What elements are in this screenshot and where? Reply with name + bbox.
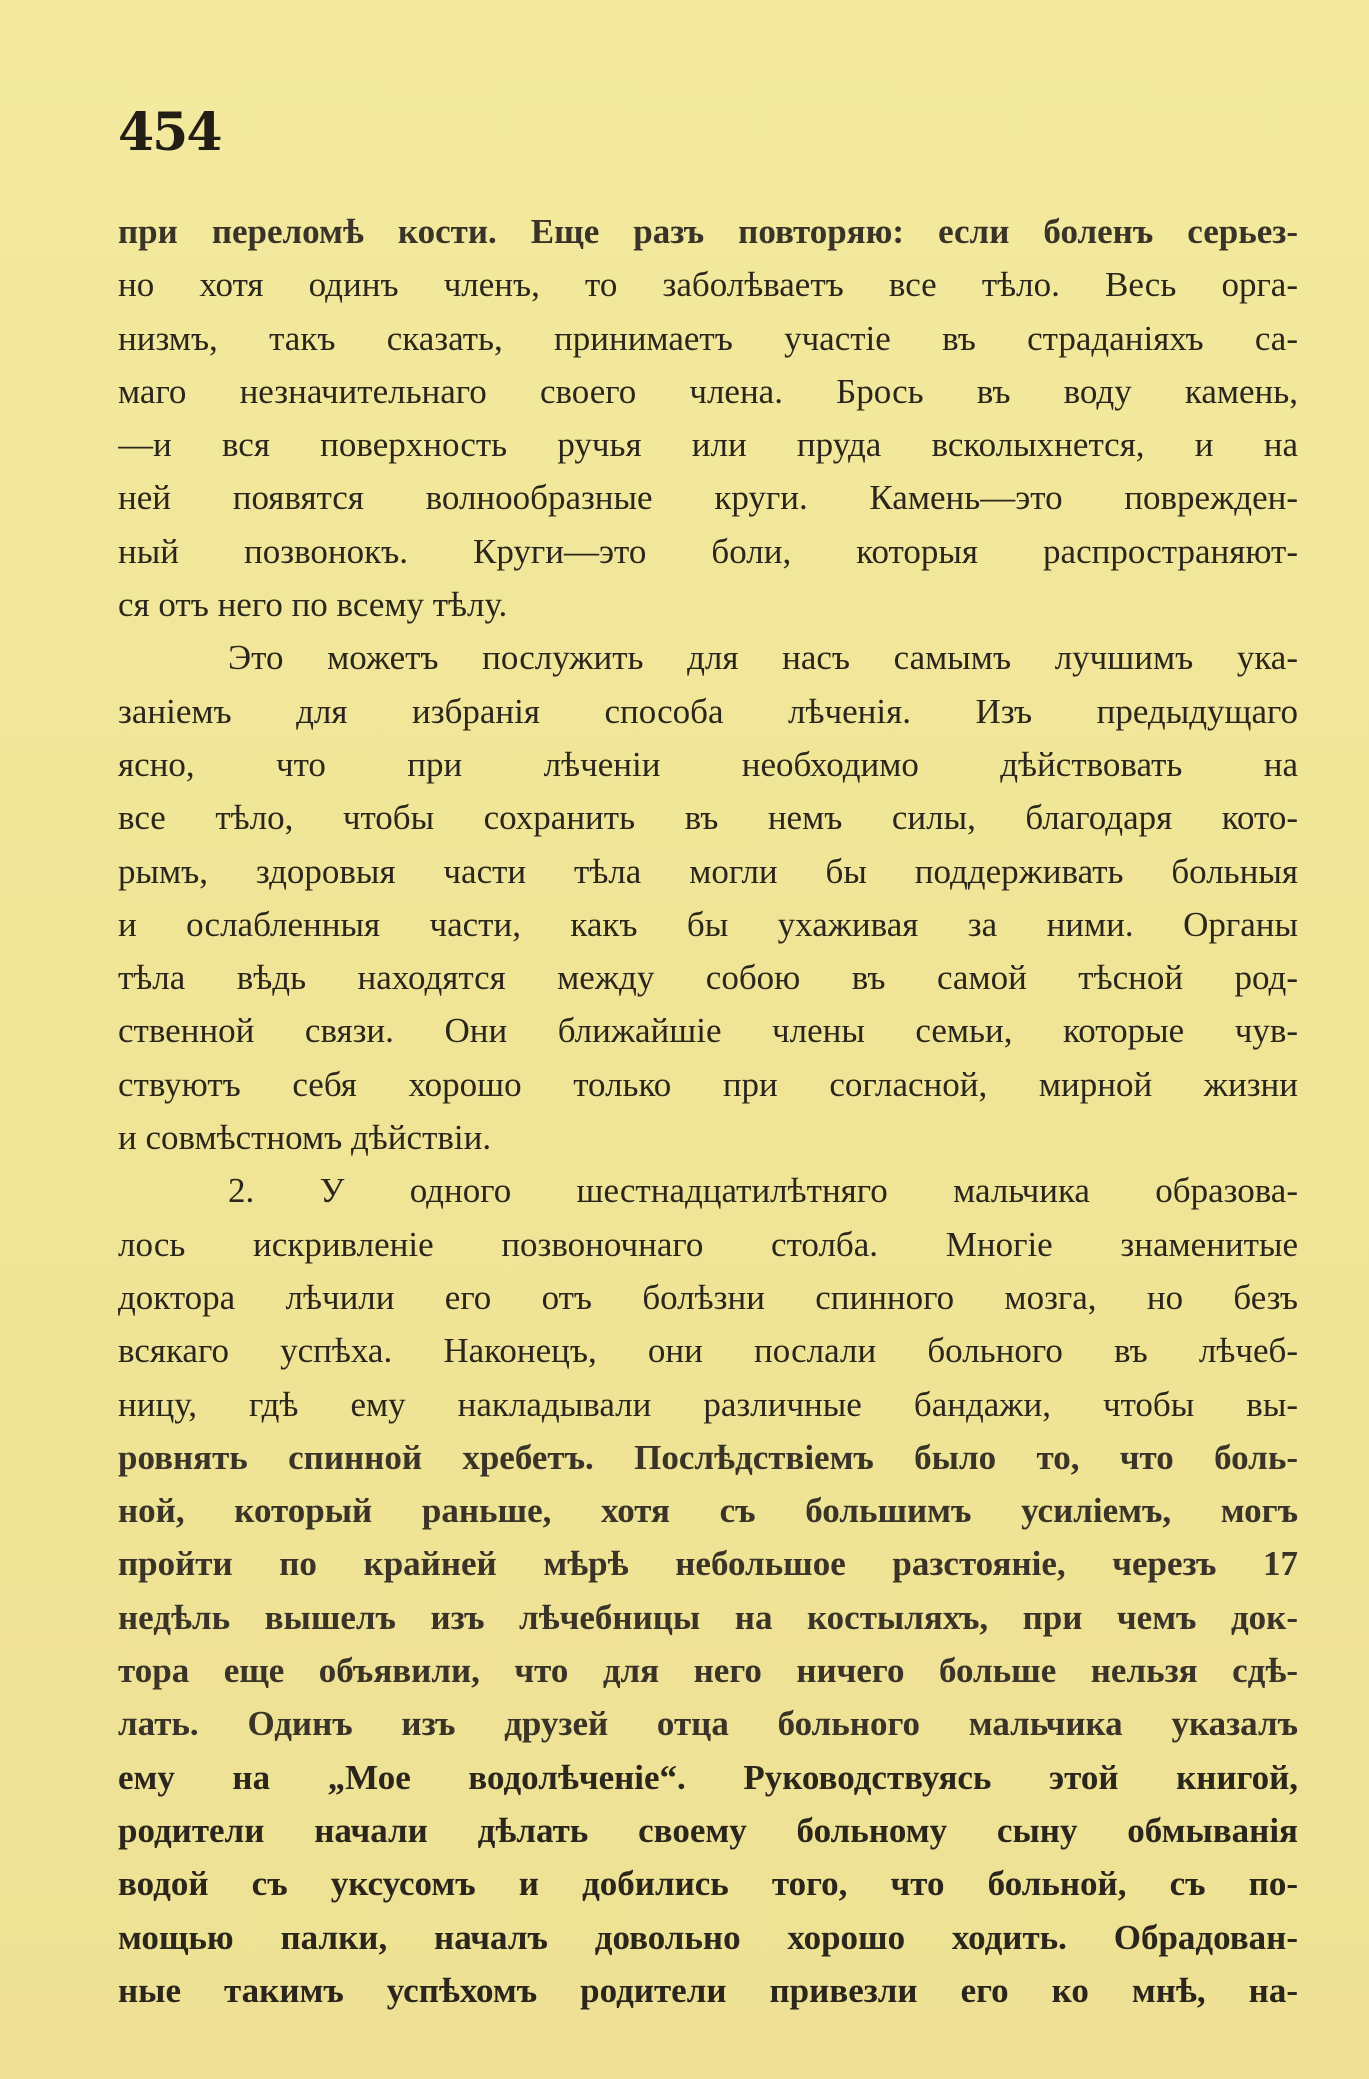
text-line: ственной связи. Они ближайшіе члены семьи, которые чув- [118, 1011, 1298, 1051]
text-line: недѣль вышелъ изъ лѣчебницы на костыляхъ, при чемъ док- [118, 1597, 1298, 1637]
text-line: и совмѣстномъ дѣйствіи. [118, 1118, 492, 1158]
text-line: Это можетъ послужить для насъ самымъ лучшимъ ука- [228, 638, 1298, 678]
text-line: при переломѣ кости. Еще разъ повторяю: если боленъ серьез- [118, 212, 1298, 251]
text-line: ной, который раньше, хотя съ большимъ усиліемъ, могъ [118, 1491, 1298, 1531]
text-line: ровнять спинной хребетъ. Послѣдствіемъ было то, что боль- [118, 1437, 1298, 1477]
text-line: и ослабленныя части, какъ бы ухаживая за ними. Органы [118, 904, 1298, 944]
text-line: всякаго успѣха. Наконецъ, они послали больного въ лѣчеб- [118, 1331, 1298, 1371]
text-line: низмъ, такъ сказать, принимаетъ участіе въ страданіяхъ са- [118, 318, 1298, 358]
text-line: пройти по крайней мѣрѣ небольшое разстояніе, черезъ 17 [118, 1544, 1298, 1584]
text-line: тѣла вѣдь находятся между собою въ самой тѣсной род- [118, 958, 1298, 998]
text-line: лать. Одинъ изъ друзей отца больного мальчика указалъ [118, 1704, 1298, 1744]
text-line: ный позвонокъ. Круги—это боли, которыя распространяют- [118, 531, 1298, 571]
text-line: родители начали дѣлать своему больному сыну обмыванія [118, 1810, 1298, 1850]
text-line: лось искривленіе позвоночнаго столба. Многіе знаменитые [118, 1224, 1298, 1264]
text-line: но хотя одинъ членъ, то заболѣваетъ все тѣло. Весь орга- [118, 265, 1298, 305]
text-line: ему на „Мое водолѣченіе“. Руководствуясь этой книгой, [118, 1757, 1298, 1797]
text-line: мощью палки, началъ довольно хорошо ходить. Обрадован- [118, 1917, 1298, 1957]
text-line: маго незначительнаго своего члена. Брось въ воду камень, [118, 371, 1298, 411]
text-line: ся отъ него по всему тѣлу. [118, 585, 508, 625]
text-line: рымъ, здоровыя части тѣла могли бы поддерживать больныя [118, 851, 1298, 891]
page-number: 454 [118, 102, 221, 163]
text-line: все тѣло, чтобы сохранить въ немъ силы, благодаря кото- [118, 798, 1298, 838]
body-text [118, 205, 1298, 2017]
text-line: ные такимъ успѣхомъ родители привезли его ко мнѣ, на- [118, 1970, 1298, 2010]
text-line: доктора лѣчили его отъ болѣзни спинного мозга, но безъ [118, 1277, 1298, 1317]
text-line: 2. У одного шестнадцатилѣтняго мальчика образова- [228, 1171, 1298, 1211]
text-line: заніемъ для избранія способа лѣченія. Изъ предыдущаго [118, 691, 1298, 731]
text-line: ствуютъ себя хорошо только при согласной, мирной жизни [118, 1064, 1298, 1104]
text-line: —и вся поверхность ручья или пруда всколыхнется, и на [118, 425, 1298, 465]
text-line: ней появятся волнообразные круги. Камень—это поврежден- [118, 478, 1298, 518]
text-line: ясно, что при лѣченіи необходимо дѣйствовать на [118, 744, 1298, 784]
text-line: ницу, гдѣ ему накладывали различные бандажи, чтобы вы- [118, 1384, 1298, 1424]
text-line: водой съ уксусомъ и добились того, что больной, съ по- [118, 1864, 1298, 1904]
text-line: тора еще объявили, что для него ничего больше нельзя сдѣ- [118, 1651, 1298, 1691]
